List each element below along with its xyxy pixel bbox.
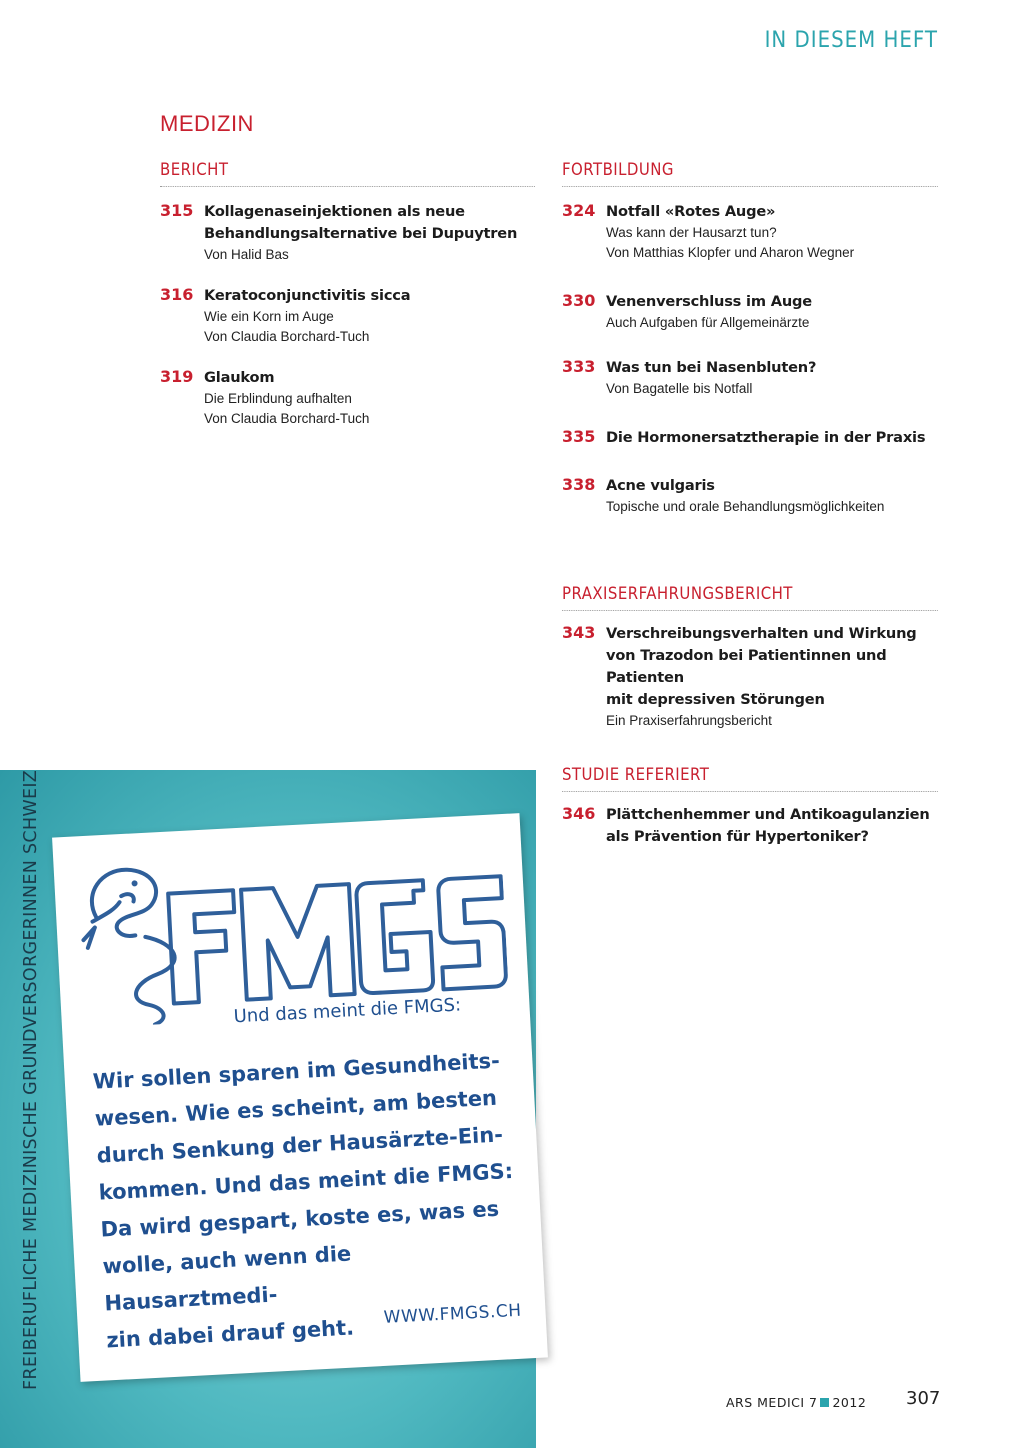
toc-entry[interactable]	[562, 201, 938, 263]
article-title: Venenverschluss im Auge	[606, 293, 812, 310]
article-subtitle: Was kann der Hausarzt tun?	[606, 225, 777, 240]
article-title: Plättchenhemmer und Antikoagulanzien	[606, 806, 930, 823]
praxis-heading: PRAXISERFAHRUNGSBERICHT	[562, 584, 938, 611]
article-title: Notfall «Rotes Auge»	[606, 203, 776, 220]
toc-entry[interactable]	[562, 291, 938, 333]
article-title: Kollagenaseinjektionen als neue	[204, 203, 465, 220]
article-subtitle: Topische und orale Behandlungsmöglichkeiten	[606, 499, 885, 514]
fortbildung-column	[562, 160, 938, 517]
article-title: Die Hormonersatztherapie in der Praxis	[606, 429, 926, 446]
praxis-column	[562, 584, 938, 731]
toc-entry[interactable]	[562, 427, 938, 449]
ad-body-line: durch Senkung der Hausärzte-Ein-	[96, 1122, 504, 1168]
magazine-year: 2012	[832, 1395, 867, 1410]
page-ref: 324	[562, 201, 596, 220]
ad-body-line: wolle, auch wenn die Hausarztmedi-	[101, 1241, 352, 1316]
article-title: von Trazodon bei Patientinnen und Patienten	[606, 647, 887, 686]
article-title: mit depressiven Störungen	[606, 691, 825, 708]
page-number: 307	[906, 1388, 941, 1409]
fortbildung-list	[562, 201, 938, 517]
article-subtitle: Die Erblindung aufhalten	[204, 391, 352, 406]
article-subtitle: Auch Aufgaben für Allgemeinärzte	[606, 315, 810, 330]
section-title: MEDIZIN	[160, 111, 254, 136]
page-ref: 343	[562, 623, 596, 642]
ad-body-line: Wir sollen sparen im Gesundheits-	[92, 1048, 501, 1094]
running-header: IN DIESEM HEFT	[764, 28, 938, 53]
footer-magazine	[726, 1395, 866, 1410]
article-title: Acne vulgaris	[606, 477, 715, 494]
article-subtitle: Wie ein Korn im Auge	[204, 309, 334, 324]
page-ref: 330	[562, 291, 596, 310]
ad-body-line: zin dabei drauf geht.	[105, 1315, 355, 1353]
studie-column	[562, 765, 938, 848]
toc-entry[interactable]	[562, 623, 938, 731]
article-subtitle: Von Claudia Borchard-Tuch	[204, 329, 370, 344]
article-title: Behandlungsalternative bei Dupuytren	[204, 225, 518, 242]
page-ref: 319	[160, 367, 194, 386]
article-title: Keratoconjunctivitis sicca	[204, 287, 411, 304]
ad-card	[52, 813, 548, 1382]
studie-heading: STUDIE REFERIERT	[562, 765, 938, 792]
page-ref: 338	[562, 475, 596, 494]
article-title: Was tun bei Nasenbluten?	[606, 359, 817, 376]
article-title: Glaukom	[204, 369, 275, 386]
article-subtitle: Von Claudia Borchard-Tuch	[204, 411, 370, 426]
magazine-name: ARS MEDICI 7	[726, 1395, 818, 1410]
page-ref: 316	[160, 285, 194, 304]
page-ref: 346	[562, 804, 596, 823]
article-subtitle: Ein Praxiserfahrungsbericht	[606, 713, 772, 728]
snake-eye-icon	[131, 880, 137, 886]
bericht-list	[160, 201, 535, 429]
ad-body-line: Da wird gespart, koste es, was es	[100, 1196, 500, 1242]
article-title: Verschreibungsverhalten und Wirkung	[606, 625, 917, 642]
studie-list	[562, 804, 938, 848]
ad-tagline: Und das meint die FMGS:	[233, 994, 462, 1028]
toc-entry[interactable]	[160, 285, 535, 347]
ad-url[interactable]: WWW.FMGS.CH	[383, 1300, 522, 1328]
toc-entry[interactable]	[160, 367, 535, 429]
square-icon	[820, 1398, 829, 1407]
page-ref: 315	[160, 201, 194, 220]
article-subtitle: Von Matthias Klopfer und Aharon Wegner	[606, 245, 855, 260]
praxis-list	[562, 623, 938, 731]
article-subtitle: Von Bagatelle bis Notfall	[606, 381, 753, 396]
ad-body-line: kommen. Und das meint die FMGS:	[98, 1158, 514, 1205]
article-title: als Prävention für Hypertoniker?	[606, 828, 869, 845]
page-ref: 335	[562, 427, 596, 446]
ad-body-line: wesen. Wie es scheint, am besten	[94, 1085, 498, 1131]
toc-entry[interactable]	[160, 201, 535, 265]
toc-entry[interactable]	[562, 357, 938, 399]
page-ref: 333	[562, 357, 596, 376]
ad-vertical-text: FREIBERUFLICHE MEDIZINISCHE GRUNDVERSORGERINNEN SCHWEIZ	[21, 769, 41, 1390]
article-subtitle: Von Halid Bas	[204, 247, 289, 262]
toc-entry[interactable]	[562, 804, 938, 848]
bericht-column	[160, 160, 535, 429]
toc-entry[interactable]	[562, 475, 938, 517]
fortbildung-heading: FORTBILDUNG	[562, 160, 938, 187]
bericht-heading: BERICHT	[160, 160, 535, 187]
